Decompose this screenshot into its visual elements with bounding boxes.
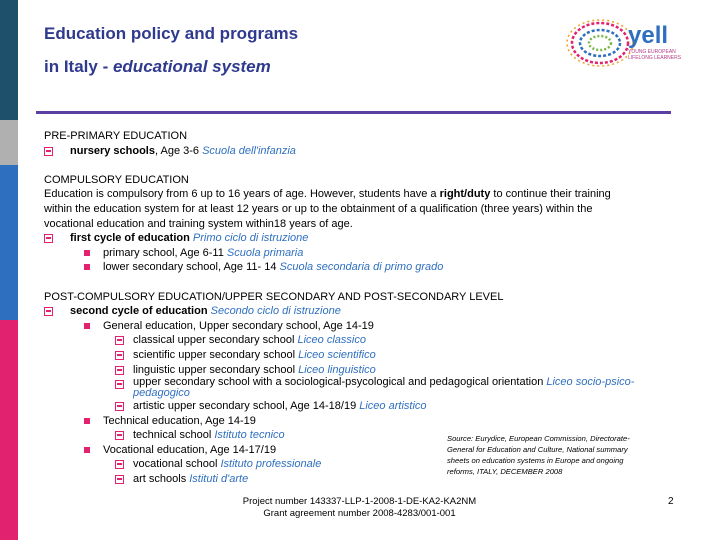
side-stripe-magenta <box>0 320 18 540</box>
item-bold: second cycle of education <box>70 305 208 318</box>
square-bullet-icon <box>84 246 90 261</box>
item-italian: Istituto tecnico <box>214 429 285 442</box>
page-subtitle <box>44 57 271 77</box>
source-line: sheets on education systems in Europe and ongoing <box>447 456 624 465</box>
section-heading-compulsory: COMPULSORY EDUCATION <box>44 173 189 186</box>
logo-subtitle: YOUNG EUROPEAN LIFELONG LEARNERS <box>628 49 682 61</box>
item-italian: Scuola primaria <box>226 246 304 259</box>
list-item <box>44 333 664 348</box>
item-text: classical upper secondary school <box>133 334 298 347</box>
item-text: primary school, Age 6-11 <box>103 246 227 259</box>
side-stripe-dark-blue <box>0 0 18 120</box>
square-bullet-icon <box>84 260 90 275</box>
source-note <box>447 433 682 477</box>
list-item <box>44 246 664 261</box>
para-text: Education is compulsory from 6 up to 16 years of age. However, students have a <box>44 188 440 201</box>
item-text: upper secondary school with a sociological-psycological and pedagogical orientation <box>133 376 547 389</box>
list-item <box>44 144 664 159</box>
item-text: linguistic upper secondary school <box>133 363 299 376</box>
paragraph-line: within the education system for at least 12 years or up to the obtainment of a qualification (three years) within the <box>44 202 593 215</box>
subtitle-text: in Italy - <box>44 57 113 76</box>
square-bullet-icon <box>84 319 90 334</box>
section-heading-post-compulsory: POST-COMPULSORY EDUCATION/UPPER SECONDARY AND POST-SECONDARY LEVEL <box>44 290 504 303</box>
source-line: reforms, ITALY, DECEMBER 2008 <box>447 467 563 476</box>
list-item <box>44 231 664 246</box>
list-item <box>44 399 664 414</box>
item-text: , Age 3-6 <box>154 144 203 157</box>
paragraph-line <box>44 187 664 202</box>
para-text: to continue their training <box>490 188 611 201</box>
item-italian: Scuola secondaria di primo grado <box>279 261 444 274</box>
item-italian: Liceo classico <box>297 334 366 347</box>
item-text: General education, Upper secondary school, Age 14-19 <box>103 319 374 332</box>
item-text: artistic upper secondary school, Age 14-18/19 <box>133 400 360 413</box>
grant-agreement: Grant agreement number 2008-4283/001-001 <box>263 508 456 519</box>
header-divider <box>36 111 671 114</box>
item-bold: first cycle of education <box>70 232 190 245</box>
item-italian: Liceo artistico <box>359 400 427 413</box>
footer <box>222 496 497 520</box>
item-italian: Primo ciclo di istruzione <box>192 232 309 245</box>
bullet-icon <box>115 472 124 489</box>
square-bullet-icon <box>84 443 90 458</box>
item-italian: Liceo socio-psico- <box>546 376 635 389</box>
side-stripe-grey <box>0 120 18 165</box>
item-italian: Istituti d'arte <box>189 473 249 486</box>
page-title: Education policy and programs <box>44 24 299 43</box>
square-bullet-icon <box>84 414 90 429</box>
logo-swirl-icon <box>567 20 633 66</box>
item-italian: Secondo ciclo di istruzione <box>210 305 341 318</box>
item-text: Vocational education, Age 14-17/19 <box>103 443 277 456</box>
page-number: 2 <box>668 496 674 507</box>
list-item <box>44 363 664 378</box>
side-stripe-blue <box>0 165 18 320</box>
project-number: Project number 143337-LLP-1-2008-1-DE-KA2-KA2NM <box>242 496 477 507</box>
list-item <box>44 414 664 429</box>
list-item <box>44 377 664 399</box>
bullet-icon <box>44 144 53 161</box>
bullet-icon <box>115 377 124 392</box>
item-text: technical school <box>133 429 215 442</box>
item-italian: Istituto professionale <box>220 458 322 471</box>
section-heading-pre-primary: PRE-PRIMARY EDUCATION <box>44 130 188 142</box>
list-item <box>44 348 664 363</box>
item-italian: Liceo linguistico <box>298 363 376 376</box>
logo-wordmark: yell <box>628 22 669 49</box>
item-text: scientific upper secondary school <box>133 348 299 361</box>
item-italian: Scuola dell'infanzia <box>202 144 296 157</box>
item-italian: Liceo scientifico <box>298 348 376 361</box>
item-bold: nursery schools <box>70 144 155 157</box>
para-bold: right/duty <box>439 188 491 201</box>
item-text: lower secondary school, Age 11- 14 <box>103 261 280 274</box>
list-item <box>44 304 664 319</box>
source-line: General for Education and Culture, National summary <box>447 445 628 454</box>
item-text: Technical education, Age 14-19 <box>103 414 256 427</box>
item-text: vocational school <box>133 458 221 471</box>
paragraph-line: vocational education and training system within18 years of age. <box>44 217 353 230</box>
subtitle-emphasis: educational system <box>112 57 271 76</box>
item-text: art schools <box>133 473 190 486</box>
source-line: Source: Eurydice, European Commission, Directorate- <box>447 434 630 443</box>
list-item <box>44 319 664 334</box>
list-item <box>44 260 664 275</box>
item-italian-continued: pedagogico <box>133 387 190 400</box>
